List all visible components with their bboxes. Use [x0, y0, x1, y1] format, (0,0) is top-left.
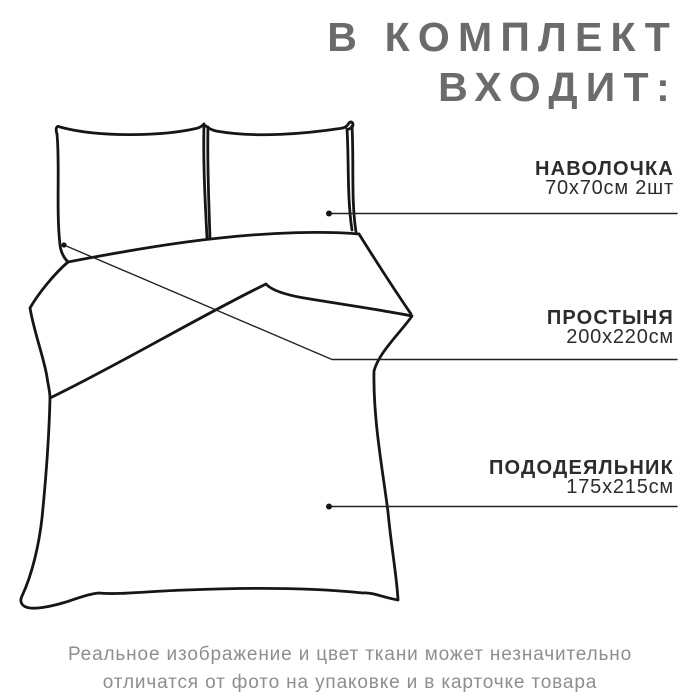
callout-sheet-name: ПРОСТЫНЯ — [546, 307, 674, 329]
duvet-dot — [326, 504, 332, 510]
pillow-left-top-edge — [56, 124, 204, 135]
page-title-line2: ВХОДИТ: — [438, 64, 678, 110]
callout-sheet-size: 200х220см — [566, 326, 674, 348]
sheet-left-drape — [30, 262, 68, 398]
disclaimer-text — [0, 641, 700, 697]
page-title-line1: В КОМПЛЕКТ — [327, 14, 678, 60]
duvet-outline — [21, 284, 412, 608]
callout-sheet — [547, 309, 674, 347]
callout-duvet-cover-name: ПОДОДЕЯЛЬНИК — [488, 457, 674, 479]
callout-pillowcase-name: НАВОЛОЧКА — [535, 158, 674, 180]
callout-pillowcase — [535, 160, 674, 198]
pillow-right-right-edge-fold — [352, 126, 356, 232]
disclaimer-line2: отличатся от фото на упаковке и в карточке товара — [102, 672, 598, 693]
page-title — [327, 12, 678, 112]
callout-duvet-cover — [489, 459, 674, 497]
pillow-left-left-edge — [57, 134, 68, 262]
callout-pillowcase-size: 70х70см 2шт — [545, 177, 674, 199]
pillow-right-top-edge — [206, 122, 353, 135]
callout-duvet-cover-size: 175х215см — [566, 476, 674, 498]
sheet-top-edge — [68, 232, 359, 262]
sheet-dot — [61, 242, 66, 247]
disclaimer-line1: Реальное изображение и цвет ткани может незначительно — [67, 644, 633, 665]
sheet-right-edge — [359, 234, 411, 314]
pillowcase-dot — [326, 211, 332, 217]
pillow-right-left-edge — [208, 127, 210, 239]
